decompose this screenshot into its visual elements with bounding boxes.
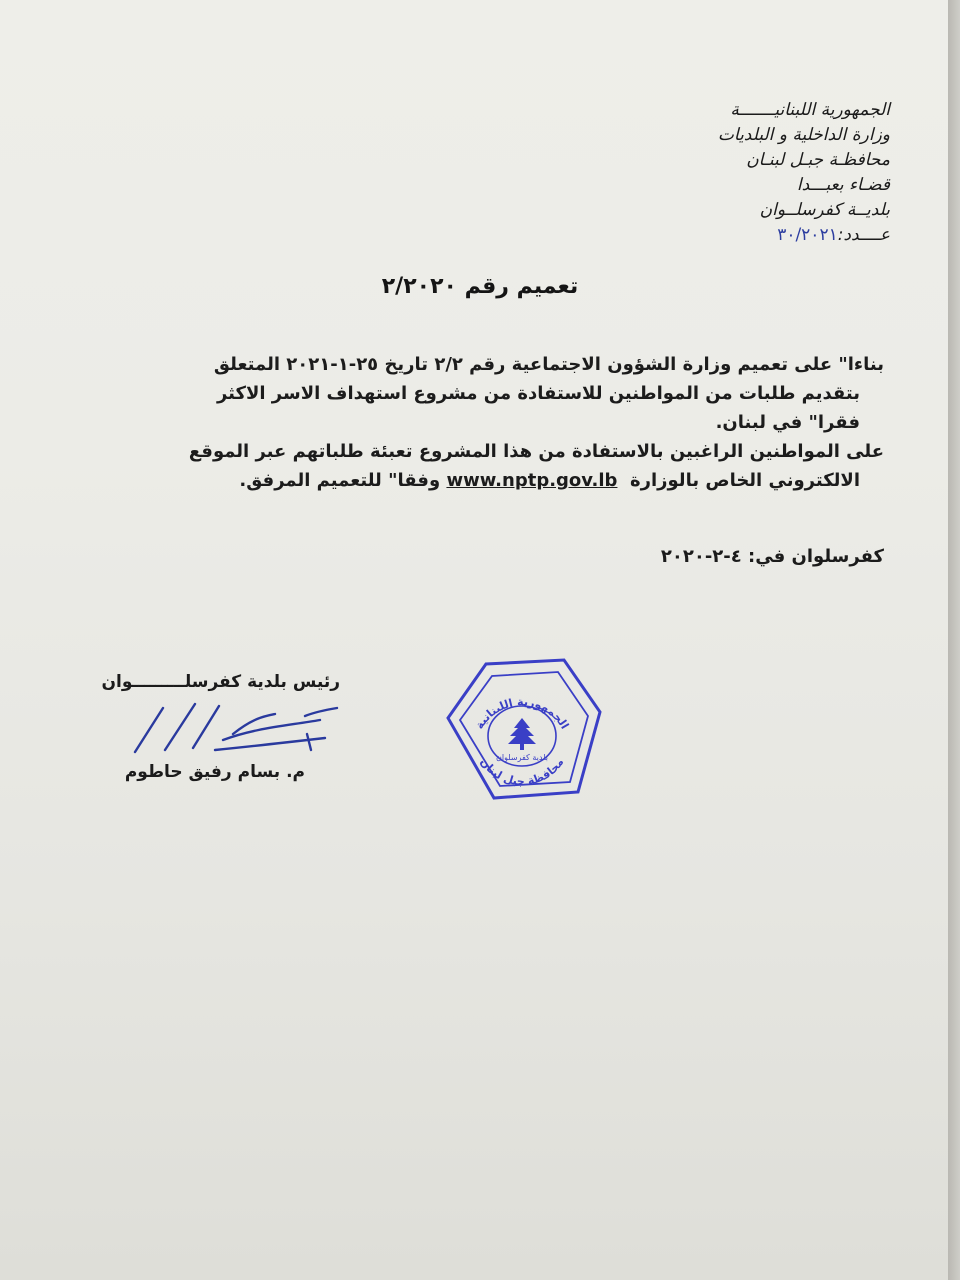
letterhead-municipality: بلديــة كفرسلــوان — [759, 200, 890, 220]
body-line-1: بناءا" على تعميم وزارة الشؤون الاجتماعية رقم ٢/٢ تاريخ ٢٥-١-٢٠٢١ المتعلق — [213, 354, 884, 375]
letterhead-country: الجمهورية اللبنانيـــــــة — [730, 100, 890, 120]
reference-number-label: عــــدد: — [837, 225, 890, 245]
body-line-5-end: وفقا" للتعميم المرفق. — [239, 470, 441, 491]
issue-date: كفرسلوان في: ٤-٢-٢٠٢٠ — [660, 546, 884, 567]
letterhead — [570, 98, 890, 248]
background-surface — [948, 0, 960, 1280]
stamp-bottom-text: محافظة جبل لبنان — [477, 755, 567, 788]
body-line-4: على المواطنين الراغبين بالاستفادة من هذا المشروع تعبئة طلباتهم عبر الموقع — [188, 441, 884, 462]
ministry-website-link[interactable]: www.nptp.gov.lb — [446, 470, 618, 491]
body-line-5-start: الالكتروني الخاص بالوزارة — [630, 470, 860, 491]
signatory-name: م. بسام رفيق حاطوم — [124, 762, 305, 782]
stamp-outer-text: الجمهورية اللبنانية — [472, 695, 572, 732]
body-line-5 — [70, 466, 884, 495]
letterhead-governorate: محافظـة جبـل لبنـان — [746, 150, 890, 170]
circular-title: تعميم رقم ٢/٢٠٢٠ — [381, 274, 579, 299]
reference-number-value: ٣٠/٢٠٢١ — [777, 225, 838, 245]
circular-body — [70, 350, 884, 495]
letterhead-ministry: وزارة الداخلية و البلديات — [717, 125, 890, 145]
stamp-inner-text: بلدية كفرسلوان — [496, 753, 548, 762]
cedar-icon — [508, 718, 536, 750]
reference-number — [570, 223, 890, 248]
municipality-stamp — [438, 656, 606, 804]
body-line-3: فقرا" في لبنان. — [715, 412, 860, 433]
signatory-title: رئيس بلدية كفرسلـــــــــوان — [101, 672, 340, 692]
body-line-2: بتقديم طلبات من المواطنين للاستفادة من مشروع استهداف الاسر الاكثر — [216, 383, 860, 404]
letterhead-district: قضـاء بعبـــدا — [796, 175, 890, 195]
handwritten-signature — [115, 690, 345, 760]
